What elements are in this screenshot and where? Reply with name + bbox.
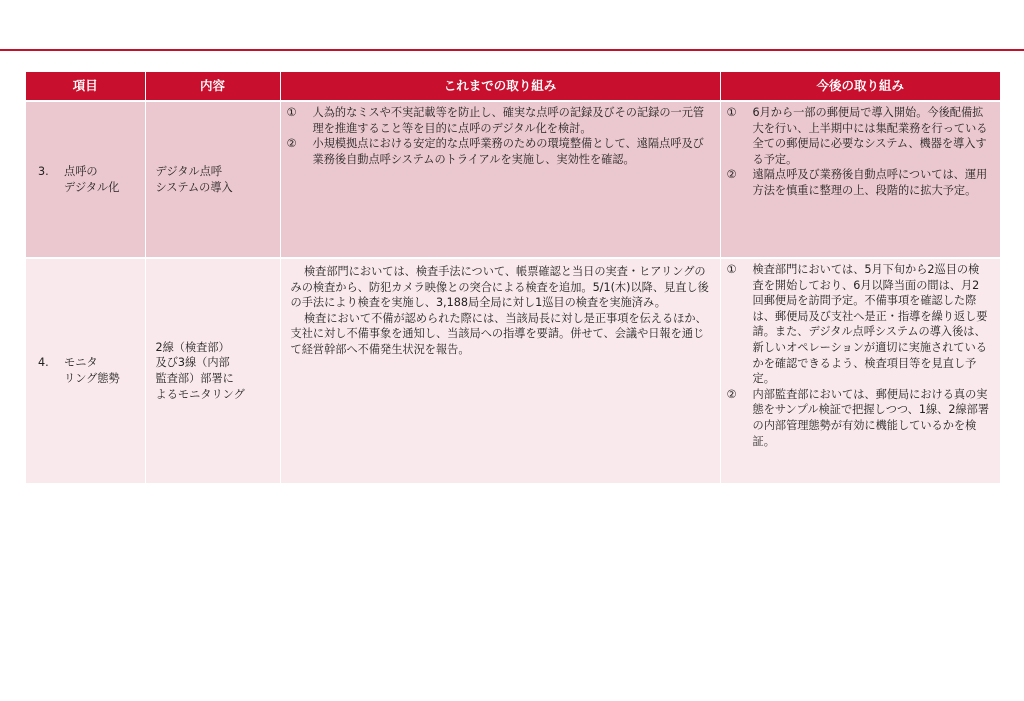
list-marker: ② bbox=[286, 137, 297, 151]
content-text: 2線（検査部） 及び3線（内部 監査部）部署に よるモニタリング bbox=[155, 340, 245, 401]
paragraph: 検査において不備が認められた際には、当該局長に対し是正事項を伝えるほか、支社に対し不備事象を通知し、当該局への指導を要請。併せて、会議や日報を通じて経営幹部へ不備発生状況を報告。 bbox=[290, 311, 707, 356]
table-row bbox=[26, 101, 1000, 258]
list-marker: ① bbox=[726, 263, 737, 276]
past-efforts-cell bbox=[280, 258, 720, 483]
header-future-efforts: 今後の取り組み bbox=[720, 72, 1000, 101]
list-item bbox=[727, 262, 991, 387]
list-item bbox=[727, 167, 991, 198]
table-header-row bbox=[26, 72, 1000, 101]
item-title: 点呼の デジタル化 bbox=[64, 164, 120, 194]
list-marker: ① bbox=[726, 106, 737, 119]
list-text: 内部監査部においては、郵便局における真の実態をサンプル検証で把握しつつ、1線、2線部署の内部管理態勢が有効に機能しているかを検証。 bbox=[752, 387, 990, 448]
list-marker: ② bbox=[726, 168, 737, 182]
content-cell bbox=[145, 101, 280, 258]
future-efforts-cell bbox=[720, 258, 1000, 483]
header-content: 内容 bbox=[145, 72, 280, 101]
table-row bbox=[26, 258, 1000, 483]
item-title: モニタ リング態勢 bbox=[64, 356, 120, 385]
list-text: 遠隔点呼及び業務後自動点呼については、運用方法を慎重に整理の上、段階的に拡大予定。 bbox=[752, 168, 988, 197]
list-text: 検査部門においては、5月下旬から2巡目の検査を開始しており、6月以降当面の間は、月2回郵便局を訪問予定。不備事項を確認した際は、郵便局及び支社へ是正・指導を繰り返し要請。また、デジタル点呼システムの導入後は、新しいオペレーションが適切に実施されているかを確認できるよう、検査項目等を見直し予定。 bbox=[752, 263, 988, 386]
item-cell bbox=[26, 101, 145, 258]
list-item bbox=[727, 105, 991, 167]
list-item bbox=[287, 105, 710, 136]
content-text: デジタル点呼 システムの導入 bbox=[155, 164, 233, 194]
past-efforts-cell bbox=[280, 101, 720, 258]
paragraph: 検査部門においては、検査手法について、帳票確認と当日の実査・ヒアリングのみの検査から、防犯カメラ映像との突合による検査を追加。5/1(木)以降、見直し後の手法により検査を実施し、3,188局全局に対し1巡目の検査を実施済み。 bbox=[290, 265, 709, 310]
list-marker: ① bbox=[286, 106, 297, 119]
header-past-efforts: これまでの取り組み bbox=[280, 72, 720, 101]
item-number: 3. bbox=[38, 164, 49, 178]
list-item bbox=[287, 136, 710, 167]
header-item: 項目 bbox=[26, 72, 145, 101]
list-text: 6月から一部の郵便局で導入開始。今後配備拡大を行い、上半期中には集配業務を行っている全ての郵便局に必要なシステム、機器を導入する予定。 bbox=[752, 106, 988, 166]
top-accent-rule bbox=[0, 49, 1024, 51]
content-cell bbox=[145, 258, 280, 483]
initiatives-table bbox=[26, 72, 1000, 483]
future-efforts-cell bbox=[720, 101, 1000, 258]
list-text: 小規模拠点における安定的な点呼業務のための環境整備として、遠隔点呼及び業務後自動点呼システムのトライアルを実施し、実効性を確認。 bbox=[312, 137, 704, 166]
list-text: 人為的なミスや不実記載等を防止し、確実な点呼の記録及びその記録の一元管理を推進すること等を目的に点呼のデジタル化を検討。 bbox=[312, 106, 705, 135]
item-cell bbox=[26, 258, 145, 483]
item-number: 4. bbox=[38, 356, 49, 370]
list-item bbox=[727, 387, 991, 449]
list-marker: ② bbox=[726, 387, 737, 401]
